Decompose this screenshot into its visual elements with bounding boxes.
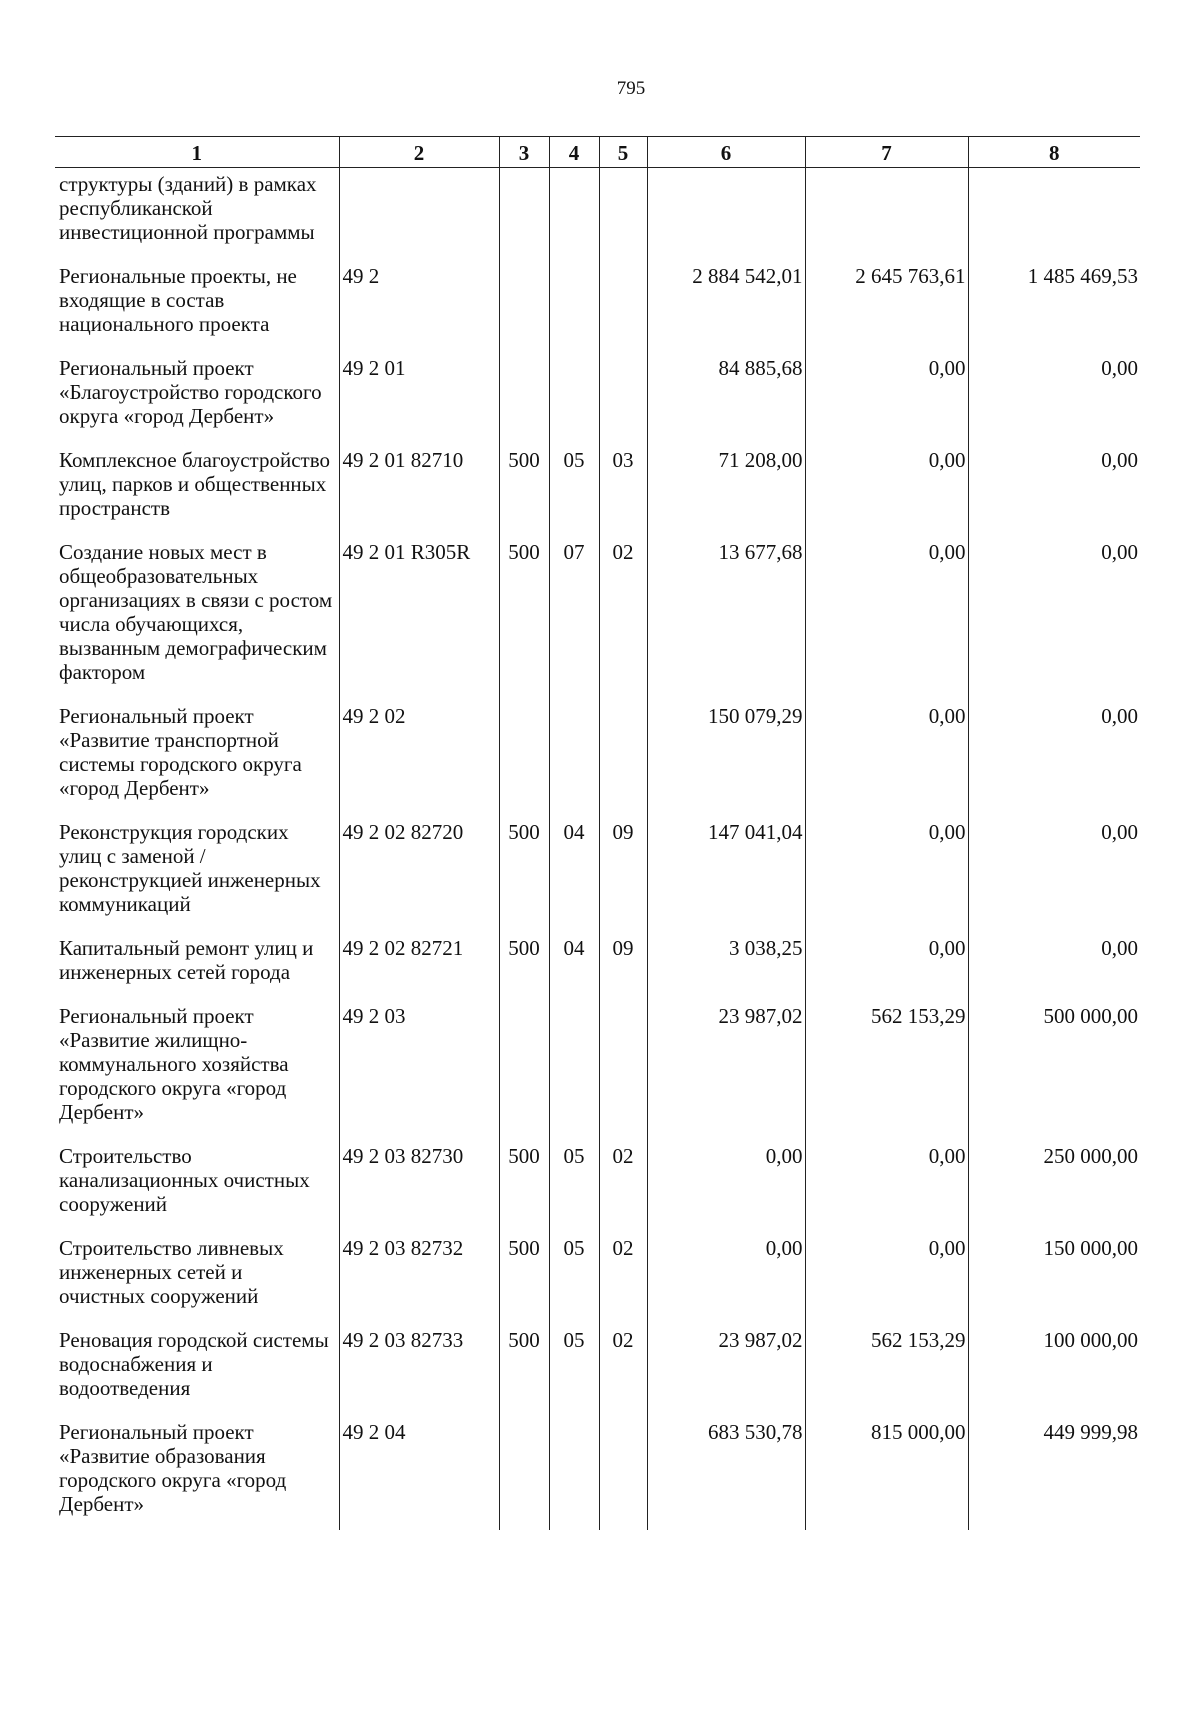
target-code-cell: 49 2 — [339, 264, 499, 356]
amount-col6-cell: 71 208,00 — [647, 448, 805, 540]
target-code-cell: 49 2 01 — [339, 356, 499, 448]
amount-col6-cell: 3 038,25 — [647, 936, 805, 1004]
item-name-cell: Капитальный ремонт улиц и инженерных сетей города — [59, 936, 314, 984]
target-code-cell: 49 2 01 R305R — [339, 540, 499, 704]
amount-col7-cell: 0,00 — [805, 704, 968, 820]
amount-col7-cell: 0,00 — [805, 356, 968, 448]
amount-col7-cell — [805, 168, 968, 265]
target-code-cell: 49 2 02 82720 — [339, 820, 499, 936]
target-code-cell: 49 2 03 82732 — [339, 1236, 499, 1328]
amount-col7-cell: 0,00 — [805, 936, 968, 1004]
section-cell: 05 — [549, 448, 599, 540]
subsection-cell: 09 — [599, 936, 647, 1004]
amount-col8-cell: 0,00 — [968, 448, 1140, 540]
table-row — [55, 820, 1140, 936]
amount-col7-cell: 0,00 — [805, 448, 968, 540]
item-name-cell: Комплексное благоустройство улиц, парков и общественных пространств — [59, 448, 330, 520]
amount-col6-cell — [647, 168, 805, 265]
expense-type-cell — [499, 356, 549, 448]
amount-col6-cell: 2 884 542,01 — [647, 264, 805, 356]
amount-col8-cell: 0,00 — [968, 704, 1140, 820]
column-header: 7 — [805, 137, 968, 168]
expense-type-cell: 500 — [499, 1236, 549, 1328]
table-row — [55, 1144, 1140, 1236]
column-header: 8 — [968, 137, 1140, 168]
amount-col8-cell: 150 000,00 — [968, 1236, 1140, 1328]
amount-col8-cell: 0,00 — [968, 820, 1140, 936]
item-name-cell: структуры (зданий) в рамках республиканской инвестиционной программы — [59, 172, 317, 244]
subsection-cell — [599, 356, 647, 448]
column-header: 1 — [55, 137, 339, 168]
section-cell: 05 — [549, 1144, 599, 1236]
table-row — [55, 356, 1140, 448]
table-row — [55, 264, 1140, 356]
amount-col7-cell: 0,00 — [805, 1144, 968, 1236]
expense-type-cell: 500 — [499, 936, 549, 1004]
column-header: 5 — [599, 137, 647, 168]
expense-type-cell: 500 — [499, 820, 549, 936]
subsection-cell — [599, 1004, 647, 1144]
amount-col7-cell: 562 153,29 — [805, 1328, 968, 1420]
amount-col8-cell: 500 000,00 — [968, 1004, 1140, 1144]
section-cell — [549, 356, 599, 448]
target-code-cell: 49 2 01 82710 — [339, 448, 499, 540]
expense-type-cell: 500 — [499, 448, 549, 540]
table-row — [55, 1420, 1140, 1530]
item-name-cell: Строительство ливневых инженерных сетей и очистных сооружений — [59, 1236, 284, 1308]
subsection-cell — [599, 264, 647, 356]
table-row — [55, 1328, 1140, 1420]
expense-type-cell — [499, 264, 549, 356]
column-header: 3 — [499, 137, 549, 168]
amount-col6-cell: 150 079,29 — [647, 704, 805, 820]
header-row — [55, 137, 1140, 168]
section-cell — [549, 704, 599, 820]
item-name-cell: Реконструкция городских улиц с заменой / реконструкцией инженерных коммуникаций — [59, 820, 321, 916]
subsection-cell: 02 — [599, 1328, 647, 1420]
target-code-cell: 49 2 03 — [339, 1004, 499, 1144]
item-name-cell: Региональный проект «Благоустройство городского округа «город Дербент» — [59, 356, 322, 428]
amount-col6-cell: 84 885,68 — [647, 356, 805, 448]
target-code-cell: 49 2 02 82721 — [339, 936, 499, 1004]
subsection-cell: 03 — [599, 448, 647, 540]
table-row — [55, 936, 1140, 1004]
section-cell: 05 — [549, 1236, 599, 1328]
subsection-cell — [599, 704, 647, 820]
amount-col8-cell: 250 000,00 — [968, 1144, 1140, 1236]
section-cell: 05 — [549, 1328, 599, 1420]
amount-col8-cell: 0,00 — [968, 356, 1140, 448]
amount-col7-cell: 815 000,00 — [805, 1420, 968, 1530]
amount-col8-cell: 0,00 — [968, 936, 1140, 1004]
amount-col6-cell: 683 530,78 — [647, 1420, 805, 1530]
subsection-cell — [599, 168, 647, 265]
target-code-cell: 49 2 03 82733 — [339, 1328, 499, 1420]
table-row — [55, 1236, 1140, 1328]
column-header: 6 — [647, 137, 805, 168]
amount-col7-cell: 0,00 — [805, 540, 968, 704]
target-code-cell — [339, 168, 499, 265]
item-name-cell: Региональный проект «Развитие транспортной системы городского округа «город Дербент» — [59, 704, 302, 800]
budget-table — [55, 136, 1140, 1530]
item-name-cell: Реновация городской системы водоснабжения и водоотведения — [59, 1328, 329, 1400]
amount-col7-cell: 2 645 763,61 — [805, 264, 968, 356]
expense-type-cell: 500 — [499, 1328, 549, 1420]
item-name-cell: Региональные проекты, не входящие в состав национального проекта — [59, 264, 297, 336]
table-row — [55, 540, 1140, 704]
subsection-cell: 02 — [599, 540, 647, 704]
expense-type-cell — [499, 168, 549, 265]
item-name-cell: Региональный проект «Развитие образования городского округа «город Дербент» — [59, 1420, 287, 1516]
target-code-cell: 49 2 03 82730 — [339, 1144, 499, 1236]
table-row — [55, 168, 1140, 265]
subsection-cell: 02 — [599, 1236, 647, 1328]
expense-type-cell — [499, 704, 549, 820]
subsection-cell: 02 — [599, 1144, 647, 1236]
page-number: 795 — [616, 78, 646, 99]
table-row — [55, 1004, 1140, 1144]
item-name-cell: Создание новых мест в общеобразовательных организациях в связи с ростом числа обучающихся, вызванным демографическим фактором — [59, 540, 333, 684]
section-cell: 04 — [549, 820, 599, 936]
section-cell — [549, 1004, 599, 1144]
section-cell: 04 — [549, 936, 599, 1004]
target-code-cell: 49 2 04 — [339, 1420, 499, 1530]
amount-col6-cell: 13 677,68 — [647, 540, 805, 704]
subsection-cell: 09 — [599, 820, 647, 936]
table-row — [55, 704, 1140, 820]
amount-col8-cell — [968, 168, 1140, 265]
expense-type-cell: 500 — [499, 1144, 549, 1236]
expense-type-cell: 500 — [499, 540, 549, 704]
amount-col6-cell: 0,00 — [647, 1236, 805, 1328]
amount-col6-cell: 23 987,02 — [647, 1004, 805, 1144]
section-cell — [549, 168, 599, 265]
item-name-cell: Строительство канализационных очистных сооружений — [59, 1144, 310, 1216]
expense-type-cell — [499, 1004, 549, 1144]
amount-col7-cell: 562 153,29 — [805, 1004, 968, 1144]
column-header: 2 — [339, 137, 499, 168]
section-cell — [549, 1420, 599, 1530]
table-body — [55, 168, 1140, 1531]
amount-col8-cell: 100 000,00 — [968, 1328, 1140, 1420]
expense-type-cell — [499, 1420, 549, 1530]
amount-col6-cell: 147 041,04 — [647, 820, 805, 936]
column-header: 4 — [549, 137, 599, 168]
amount-col8-cell: 449 999,98 — [968, 1420, 1140, 1530]
target-code-cell: 49 2 02 — [339, 704, 499, 820]
amount-col8-cell: 0,00 — [968, 540, 1140, 704]
amount-col6-cell: 23 987,02 — [647, 1328, 805, 1420]
section-cell: 07 — [549, 540, 599, 704]
section-cell — [549, 264, 599, 356]
item-name-cell: Региональный проект «Развитие жилищно-коммунального хозяйства городского округа «город Дербент» — [59, 1004, 289, 1124]
amount-col6-cell: 0,00 — [647, 1144, 805, 1236]
amount-col8-cell: 1 485 469,53 — [968, 264, 1140, 356]
amount-col7-cell: 0,00 — [805, 1236, 968, 1328]
amount-col7-cell: 0,00 — [805, 820, 968, 936]
table-row — [55, 448, 1140, 540]
subsection-cell — [599, 1420, 647, 1530]
